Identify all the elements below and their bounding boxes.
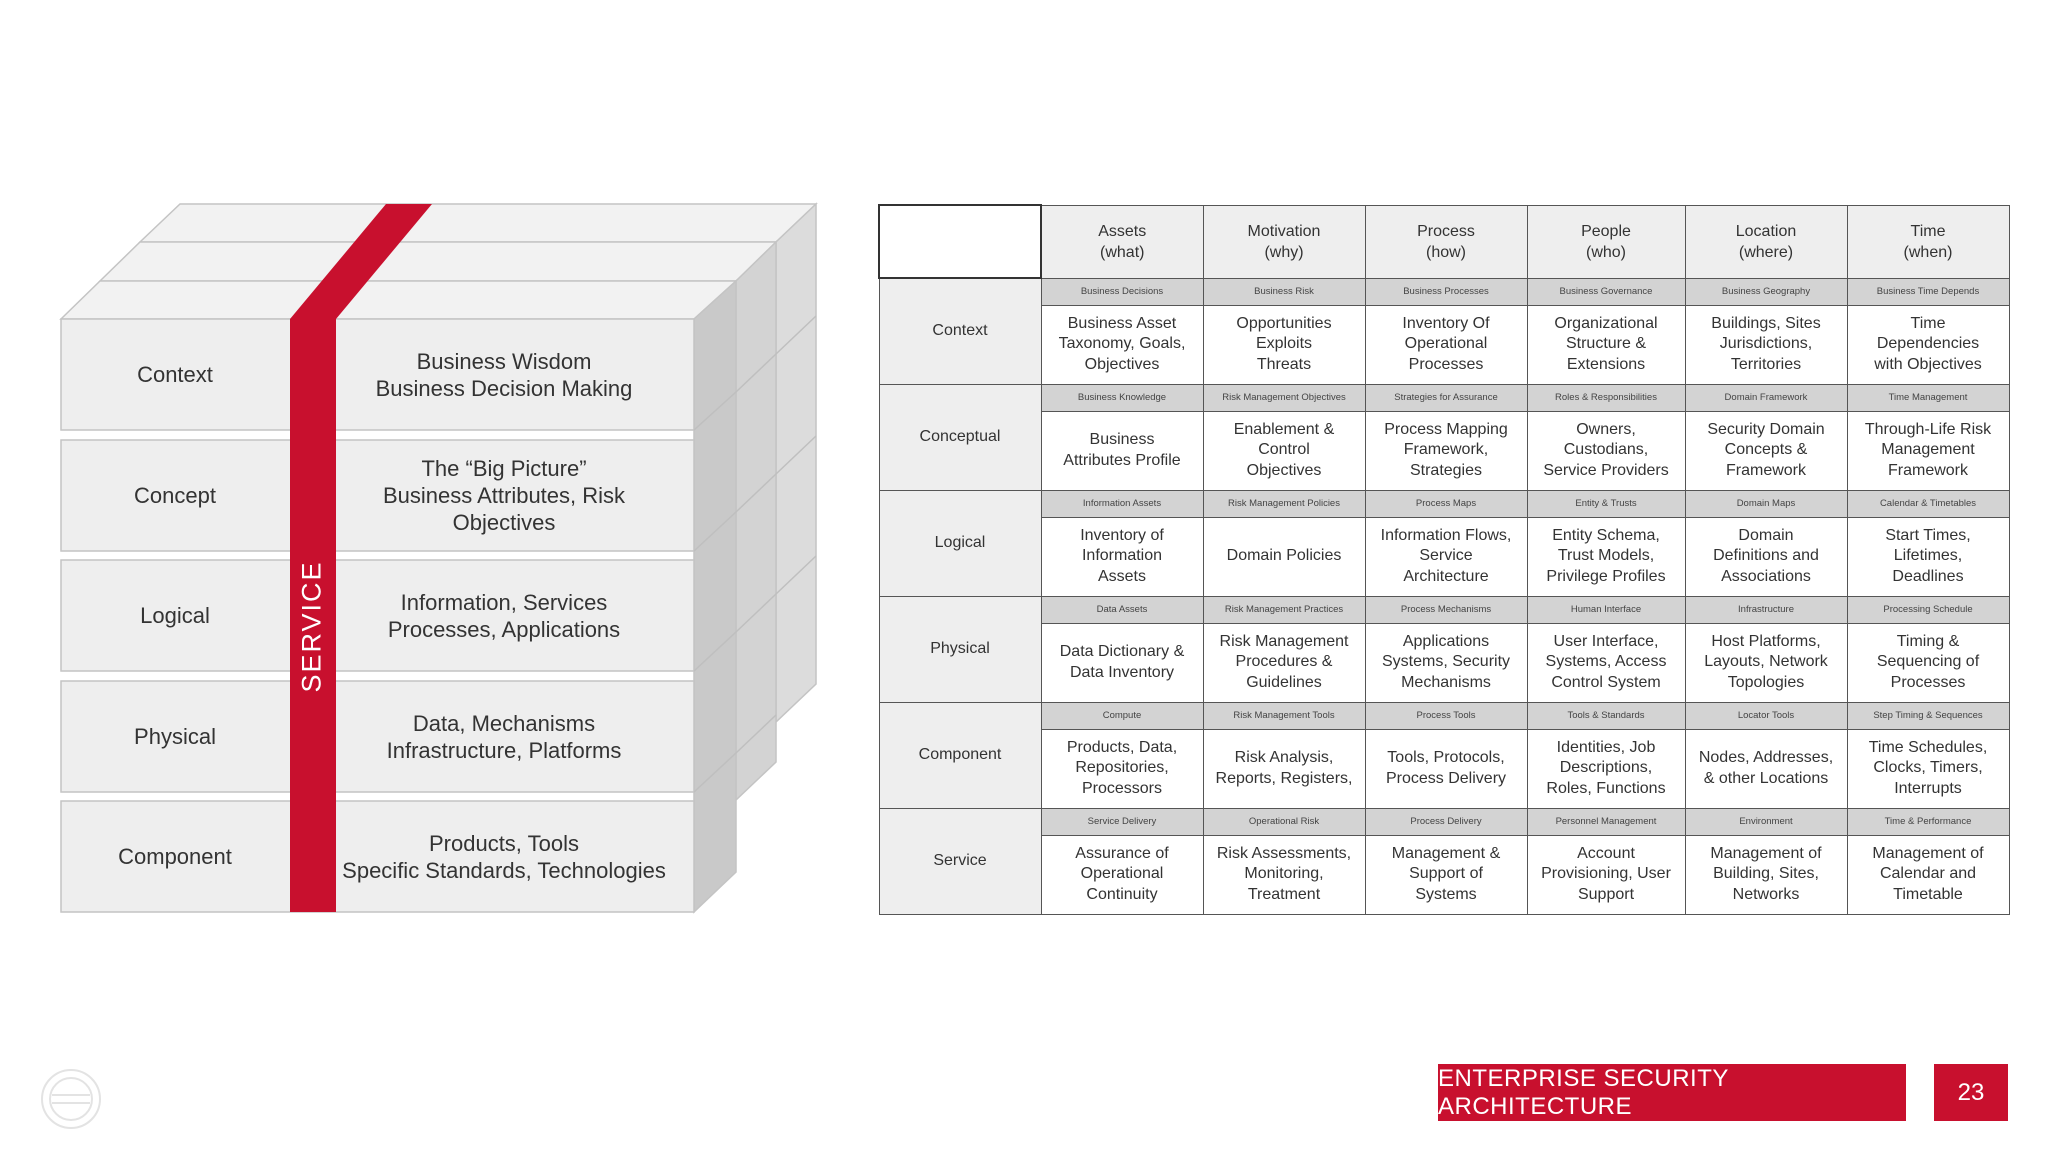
- cell-text-line: Concepts &: [1724, 441, 1808, 459]
- layer-desc-line: Infrastructure, Platforms: [386, 737, 622, 763]
- matrix-cell: [1203, 411, 1365, 490]
- cell-text-line: with Objectives: [1874, 355, 1982, 373]
- matrix-cell: [1527, 517, 1685, 596]
- cell-text-line: Privilege Profiles: [1546, 567, 1666, 585]
- matrix-cell: [1847, 517, 2009, 596]
- matrix-cell: [1203, 517, 1365, 596]
- matrix-subheader-cell: Processing Schedule: [1847, 596, 2009, 623]
- matrix-cell: [1365, 835, 1527, 914]
- cell-text-line: Monitoring,: [1244, 865, 1324, 883]
- matrix-subheader-cell: Strategies for Assurance: [1365, 384, 1527, 411]
- matrix-subheader-cell: Business Knowledge: [1041, 384, 1203, 411]
- cell-text-line: Assets: [1097, 567, 1146, 585]
- matrix-cell: [1041, 623, 1203, 702]
- cell-text-line: (what): [1100, 243, 1145, 261]
- cell-text-line: Risk Management: [1219, 632, 1349, 650]
- cell-text-line: Structure &: [1565, 335, 1647, 353]
- matrix-subheader-row: [879, 808, 2009, 835]
- cell-text-line: Processes: [1408, 355, 1484, 373]
- cell-text-line: (why): [1264, 243, 1304, 261]
- matrix-subheader-cell: Business Time Depends: [1847, 278, 2009, 305]
- matrix-cell: [1365, 623, 1527, 702]
- layer-desc-line: Data, Mechanisms: [412, 710, 596, 736]
- cell-text-line: Identities, Job: [1556, 738, 1656, 756]
- cell-text-line: Risk Assessments,: [1216, 844, 1352, 862]
- cell-text-line: Assets: [1098, 222, 1147, 240]
- cell-text-line: Data Dictionary &: [1059, 643, 1185, 660]
- cell-text-line: Trust Models,: [1557, 547, 1655, 565]
- cell-text-line: Timing &: [1896, 632, 1960, 650]
- matrix-subheader-cell: Compute: [1041, 702, 1203, 729]
- matrix-subheader-cell: Domain Framework: [1685, 384, 1847, 411]
- cell-text-line: Exploits: [1255, 335, 1313, 353]
- matrix-cell: [1203, 305, 1365, 384]
- matrix-subheader-cell: Calendar & Timetables: [1847, 490, 2009, 517]
- matrix-row: [879, 411, 2009, 490]
- matrix-cell: [1527, 729, 1685, 808]
- matrix-cell: [1685, 305, 1847, 384]
- matrix-cell: [1041, 517, 1203, 596]
- cell-text-line: (where): [1738, 243, 1794, 261]
- matrix-subheader-cell: Business Geography: [1685, 278, 1847, 305]
- matrix-cell: [1527, 411, 1685, 490]
- cell-text-line: Management &: [1391, 844, 1501, 862]
- cell-text-line: Information Flows,: [1380, 526, 1512, 544]
- cell-text-line: Networks: [1732, 885, 1800, 903]
- matrix-subheader-cell: Personnel Management: [1527, 808, 1685, 835]
- layer-description-logical: [336, 560, 672, 671]
- row-header-physical: Physical: [879, 596, 1041, 702]
- cell-text-line: Systems, Security: [1381, 653, 1511, 671]
- cell-text-line: Threats: [1256, 355, 1312, 373]
- cell-text-line: Clocks, Timers,: [1873, 759, 1983, 777]
- layer-description-component: [336, 801, 672, 912]
- cell-text-line: User Interface,: [1553, 632, 1659, 650]
- layer-desc-line: Business Decision Making: [375, 375, 633, 401]
- cell-text-line: Operational: [1080, 865, 1164, 883]
- cell-text-line: Guidelines: [1246, 673, 1322, 691]
- cell-text-line: Enablement &: [1233, 420, 1335, 438]
- cell-text-line: Applications: [1402, 632, 1490, 650]
- matrix-subheader-cell: Business Governance: [1527, 278, 1685, 305]
- cell-text-line: Interrupts: [1894, 779, 1962, 797]
- matrix-corner-cell: [879, 205, 1041, 278]
- service-label: [290, 556, 334, 696]
- cell-text-line: Domain: [1738, 526, 1794, 544]
- cell-text-line: Associations: [1721, 567, 1811, 585]
- cell-text-line: Owners,: [1576, 420, 1636, 438]
- cell-text-line: Operational: [1404, 335, 1488, 353]
- layer-desc-line: Business Attributes, Risk Objectives: [382, 483, 626, 535]
- matrix-cell: [1365, 411, 1527, 490]
- matrix-subheader-cell: Business Decisions: [1041, 278, 1203, 305]
- matrix-cell: [1365, 517, 1527, 596]
- matrix-subheader-cell: Process Maps: [1365, 490, 1527, 517]
- cell-text-line: Mechanisms: [1401, 673, 1491, 691]
- matrix-subheader-cell: Business Processes: [1365, 278, 1527, 305]
- cell-text-line: Motivation: [1247, 222, 1321, 240]
- cell-text-line: Process: [1417, 222, 1475, 240]
- matrix-row: [879, 517, 2009, 596]
- cell-text-line: Control: [1258, 441, 1310, 459]
- matrix-cell: [1685, 729, 1847, 808]
- cell-text-line: Objectives: [1246, 461, 1322, 479]
- cell-text-line: Roles, Functions: [1546, 779, 1666, 797]
- cell-text-line: Inventory of: [1080, 526, 1164, 544]
- service-label-text: SERVICE: [296, 559, 327, 693]
- cell-text-line: Systems: [1415, 885, 1477, 903]
- cell-text-line: Objectives: [1084, 355, 1160, 373]
- matrix-subheader-cell: Risk Management Objectives: [1203, 384, 1365, 411]
- cell-text-line: Timetable: [1893, 885, 1963, 903]
- matrix-cell: [1527, 623, 1685, 702]
- cell-text-line: Service Providers: [1543, 461, 1669, 479]
- company-logo-icon: [40, 1068, 102, 1130]
- security-architecture-matrix: [878, 204, 2010, 915]
- matrix-subheader-cell: Process Delivery: [1365, 808, 1527, 835]
- matrix-subheader-cell: Infrastructure: [1685, 596, 1847, 623]
- cell-text-line: Business: [1089, 431, 1155, 448]
- matrix-row: [879, 729, 2009, 808]
- cell-text-line: Account: [1577, 844, 1635, 862]
- matrix-subheader-cell: Entity & Trusts: [1527, 490, 1685, 517]
- matrix-cell: [1203, 729, 1365, 808]
- matrix-subheader-cell: Environment: [1685, 808, 1847, 835]
- column-header-motivation: [1203, 205, 1365, 278]
- cell-text-line: Management: [1881, 441, 1975, 459]
- matrix-subheader-cell: Risk Management Tools: [1203, 702, 1365, 729]
- matrix-header-row: [879, 205, 2009, 278]
- cell-text-line: Tools, Protocols,: [1387, 749, 1505, 766]
- cell-text-line: Process Mapping: [1384, 420, 1508, 438]
- row-header-conceptual: Conceptual: [879, 384, 1041, 490]
- cell-text-line: Provisioning, User: [1541, 865, 1671, 883]
- cell-text-line: Buildings, Sites: [1711, 314, 1821, 332]
- cell-text-line: Through-Life Risk: [1864, 420, 1992, 438]
- cell-text-line: (when): [1903, 243, 1953, 261]
- cell-text-line: Management of: [1872, 844, 1984, 862]
- cell-text-line: Time: [1910, 314, 1946, 332]
- column-header-time: [1847, 205, 2009, 278]
- matrix-subheader-cell: Roles & Responsibilities: [1527, 384, 1685, 411]
- layer-desc-line: Specific Standards, Technologies: [342, 857, 666, 883]
- matrix-subheader-cell: Operational Risk: [1203, 808, 1365, 835]
- matrix-cell: [1847, 411, 2009, 490]
- cell-text-line: Systems, Access: [1545, 653, 1667, 671]
- cell-text-line: Assurance of: [1075, 844, 1169, 862]
- matrix-subheader-cell: Time Management: [1847, 384, 2009, 411]
- cell-text-line: & other Locations: [1703, 769, 1829, 787]
- cell-text-line: Start Times,: [1885, 526, 1971, 544]
- cell-text-line: Reports, Registers,: [1215, 769, 1353, 787]
- cell-text-line: Management of: [1710, 844, 1822, 862]
- matrix-cell: [1847, 835, 2009, 914]
- layer-label-context: Context: [137, 361, 213, 387]
- layer-desc-line: Business Wisdom: [416, 348, 592, 374]
- matrix-cell: [1847, 623, 2009, 702]
- matrix-cell: [1685, 623, 1847, 702]
- matrix-cell: [1527, 305, 1685, 384]
- row-header-service: Service: [879, 808, 1041, 914]
- layer-desc-line: Processes, Applications: [387, 616, 621, 642]
- matrix-cell: [1203, 623, 1365, 702]
- layer-description-context: [336, 319, 672, 430]
- matrix-subheader-cell: Information Assets: [1041, 490, 1203, 517]
- cell-text-line: Architecture: [1403, 567, 1489, 585]
- layer-label-logical: Logical: [140, 602, 210, 628]
- cell-text-line: Products, Data,: [1066, 738, 1178, 756]
- layer-label-concept: Concept: [134, 482, 216, 508]
- cell-text-line: Support of: [1409, 865, 1483, 883]
- matrix-subheader-cell: Risk Management Policies: [1203, 490, 1365, 517]
- cell-text-line: Process Delivery: [1385, 769, 1507, 787]
- cell-text-line: Continuity: [1086, 885, 1158, 903]
- matrix-subheader-row: [879, 596, 2009, 623]
- matrix-subheader-row: [879, 702, 2009, 729]
- cell-text-line: Framework: [1887, 461, 1968, 479]
- cell-text-line: Opportunities: [1236, 314, 1332, 332]
- matrix-cell: [1365, 729, 1527, 808]
- row-header-component: Component: [879, 702, 1041, 808]
- row-header-context: Context: [879, 278, 1041, 384]
- cell-text-line: Definitions and: [1713, 547, 1819, 565]
- cell-text-line: Attributes Profile: [1063, 451, 1181, 469]
- cell-text-line: Topologies: [1727, 673, 1805, 691]
- layer-desc-line: The “Big Picture”: [421, 456, 587, 481]
- cell-text-line: Control System: [1551, 673, 1661, 691]
- matrix-subheader-cell: Risk Management Practices: [1203, 596, 1365, 623]
- cell-text-line: Inventory Of: [1402, 314, 1490, 332]
- cell-text-line: Processors: [1081, 779, 1163, 797]
- matrix-row: [879, 835, 2009, 914]
- cell-text-line: Treatment: [1247, 885, 1321, 903]
- cell-text-line: Business Asset: [1067, 314, 1177, 332]
- cell-text-line: (how): [1425, 243, 1466, 261]
- cell-text-line: Procedures &: [1235, 653, 1333, 671]
- layer-label-component: Component: [118, 843, 232, 869]
- matrix-subheader-cell: Process Mechanisms: [1365, 596, 1527, 623]
- cell-text-line: Framework: [1725, 461, 1806, 479]
- cell-text-line: People: [1581, 222, 1631, 240]
- matrix-cell: [1203, 835, 1365, 914]
- column-header-location: [1685, 205, 1847, 278]
- matrix-subheader-cell: Human Interface: [1527, 596, 1685, 623]
- matrix-cell: [1685, 517, 1847, 596]
- cell-text-line: Dependencies: [1876, 335, 1980, 353]
- column-header-process: [1365, 205, 1527, 278]
- cell-text-line: Processes: [1890, 673, 1966, 691]
- page-number: 23: [1934, 1064, 2008, 1121]
- cell-text-line: Time Schedules,: [1868, 738, 1988, 756]
- row-header-logical: Logical: [879, 490, 1041, 596]
- cell-text-line: Taxonomy, Goals,: [1058, 335, 1186, 353]
- cell-text-line: Building, Sites,: [1713, 865, 1819, 883]
- footer-title: ENTERPRISE SECURITY ARCHITECTURE: [1438, 1064, 1906, 1121]
- cell-text-line: Information: [1081, 547, 1163, 565]
- matrix-subheader-cell: Step Timing & Sequences: [1847, 702, 2009, 729]
- cell-text-line: Strategies: [1409, 461, 1483, 479]
- cell-text-line: Time: [1910, 222, 1946, 240]
- cell-text-line: Location: [1735, 222, 1797, 240]
- layer-desc-line: Products, Tools: [428, 830, 579, 856]
- cell-text-line: Risk Analysis,: [1234, 749, 1334, 766]
- cell-text-line: Nodes, Addresses,: [1698, 749, 1834, 766]
- cell-text-line: Deadlines: [1892, 567, 1964, 585]
- matrix-cell: [1041, 305, 1203, 384]
- column-header-assets: [1041, 205, 1203, 278]
- matrix-cell: [1041, 729, 1203, 808]
- cell-text-line: Data Inventory: [1069, 663, 1175, 681]
- matrix-subheader-cell: Service Delivery: [1041, 808, 1203, 835]
- cell-text-line: Support: [1577, 885, 1635, 903]
- matrix-cell: [1365, 305, 1527, 384]
- cell-text-line: Jurisdictions,: [1719, 335, 1813, 353]
- column-header-people: [1527, 205, 1685, 278]
- matrix-subheader-cell: Tools & Standards: [1527, 702, 1685, 729]
- matrix-cell: [1041, 835, 1203, 914]
- cell-text-line: Calendar and: [1879, 865, 1977, 883]
- layer-desc-line: Information, Services: [400, 589, 608, 615]
- matrix-subheader-row: [879, 278, 2009, 305]
- matrix-cell: [1847, 729, 2009, 808]
- cell-text-line: Service: [1419, 547, 1473, 565]
- cell-text-line: Layouts, Network: [1704, 653, 1828, 671]
- matrix-subheader-cell: Locator Tools: [1685, 702, 1847, 729]
- matrix-subheader-cell: Data Assets: [1041, 596, 1203, 623]
- architecture-layer-stack: [0, 0, 860, 960]
- matrix-subheader-row: [879, 490, 2009, 517]
- cell-text-line: Framework,: [1403, 441, 1489, 459]
- cell-text-line: Sequencing of: [1876, 653, 1980, 671]
- cell-text-line: Descriptions,: [1559, 759, 1653, 777]
- matrix-cell: [1685, 835, 1847, 914]
- cell-text-line: Security Domain: [1707, 420, 1825, 438]
- cell-text-line: Domain Policies: [1226, 547, 1342, 565]
- matrix-cell: [1847, 305, 2009, 384]
- matrix-subheader-cell: Business Risk: [1203, 278, 1365, 305]
- cell-text-line: Lifetimes,: [1893, 547, 1963, 565]
- layer-description-concept: [336, 440, 672, 551]
- cell-text-line: Entity Schema,: [1552, 526, 1660, 544]
- cell-text-line: Host Platforms,: [1711, 632, 1821, 650]
- cell-text-line: Repositories,: [1075, 759, 1169, 777]
- cell-text-line: Extensions: [1566, 355, 1646, 373]
- matrix-cell: [1685, 411, 1847, 490]
- layer-label-physical: Physical: [134, 723, 216, 749]
- matrix-row: [879, 305, 2009, 384]
- cell-text-line: (who): [1585, 243, 1626, 261]
- matrix-row: [879, 623, 2009, 702]
- matrix-subheader-row: [879, 384, 2009, 411]
- cell-text-line: Organizational: [1554, 314, 1658, 332]
- matrix-subheader-cell: Domain Maps: [1685, 490, 1847, 517]
- matrix-cell: [1041, 411, 1203, 490]
- layer-description-physical: [336, 681, 672, 792]
- matrix-subheader-cell: Time & Performance: [1847, 808, 2009, 835]
- matrix-subheader-cell: Process Tools: [1365, 702, 1527, 729]
- cell-text-line: Custodians,: [1563, 441, 1649, 459]
- matrix-cell: [1527, 835, 1685, 914]
- cell-text-line: Territories: [1730, 355, 1802, 373]
